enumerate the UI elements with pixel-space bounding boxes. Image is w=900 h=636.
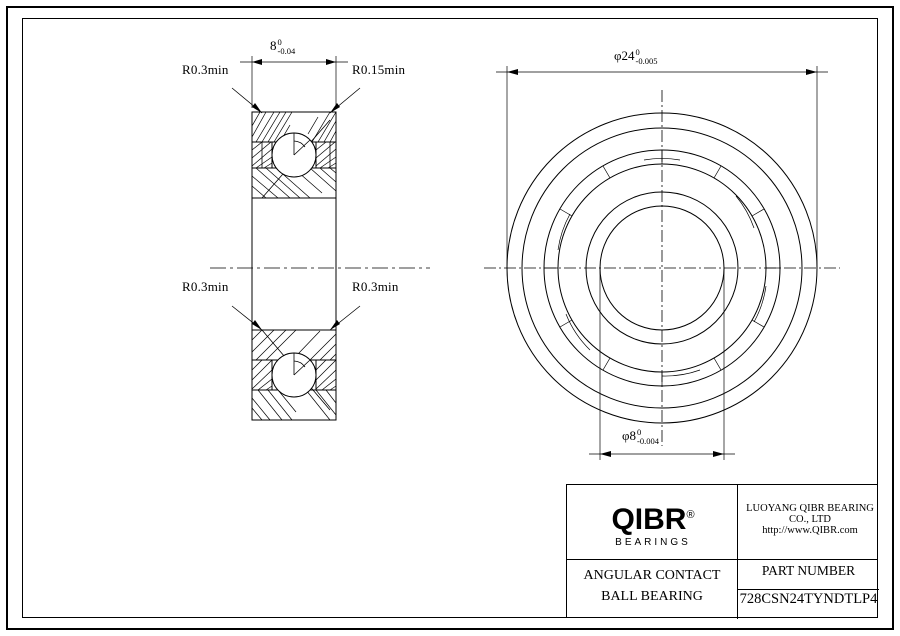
product-name-line1: ANGULAR CONTACT (583, 568, 721, 583)
title-block-divider-horizontal (567, 559, 877, 560)
annotation-radius-bottom-right: R0.3min (352, 279, 399, 294)
title-block-divider-partnumber (737, 589, 879, 590)
company-name: LUOYANG QIBR BEARING CO., LTD (746, 503, 874, 525)
dimension-od-lower: -0.005 (635, 56, 658, 67)
dimension-width-lower: -0.04 (277, 46, 296, 57)
annotation-radius-bottom-left: R0.3min (182, 279, 229, 294)
dimension-bore-lower: -0.004 (637, 436, 659, 447)
part-number-label: PART NUMBER (761, 563, 856, 578)
title-block (566, 484, 878, 618)
part-number-value: 728CSN24TYNDTLP4 (739, 591, 878, 607)
annotation-radius-top-right: R0.15min (352, 62, 406, 77)
brand-registered-icon: ® (686, 509, 695, 521)
company-website[interactable]: http://www.QIBR.com (762, 525, 858, 536)
dimension-bore-diameter (622, 428, 659, 446)
product-name (569, 565, 735, 607)
brand-logo (577, 499, 729, 548)
brand-logo-text: QIBR (611, 503, 687, 536)
product-name-line2: BALL BEARING (601, 589, 703, 604)
dimension-outer-diameter (614, 48, 657, 66)
dimension-od-value: 24 (621, 48, 635, 63)
title-block-divider-vertical-top (737, 485, 738, 559)
dimension-od-symbol: φ (614, 48, 622, 63)
dimension-bore-upper: 0 (637, 427, 642, 438)
dimension-bore-symbol: φ (622, 428, 630, 443)
dimension-width (270, 38, 295, 56)
brand-logo-mark (577, 499, 729, 536)
dimension-width-upper: 0 (277, 37, 282, 48)
dimension-width-value: 8 (270, 38, 277, 53)
dimension-od-upper: 0 (635, 47, 640, 58)
dimension-bore-value: 8 (629, 428, 637, 443)
annotation-radius-top-left: R0.3min (182, 62, 229, 77)
brand-logo-subtitle: BEARINGS (615, 537, 691, 548)
